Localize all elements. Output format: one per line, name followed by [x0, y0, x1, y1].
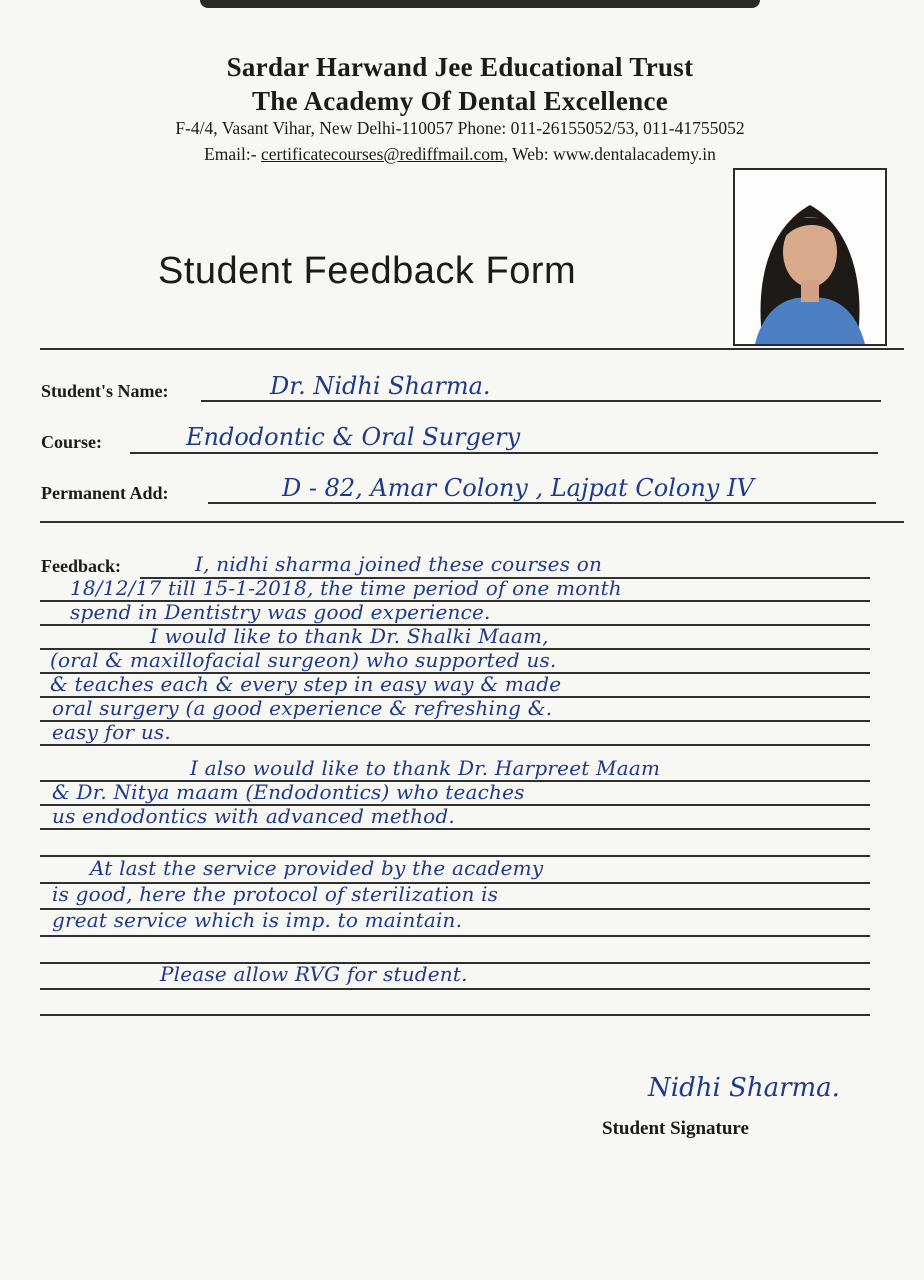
student-name-label: Student's Name: [41, 381, 169, 401]
feedback-line: us endodontics with advanced method. [52, 804, 455, 828]
address-underline [208, 502, 876, 504]
feedback-label: Feedback: [41, 556, 121, 576]
name-underline [201, 400, 881, 402]
feedback-line: Please allow RVG for student. [160, 962, 468, 986]
feedback-line: great service which is imp. to maintain. [52, 908, 463, 932]
address-line: F-4/4, Vasant Vihar, New Delhi-110057 Phone: 011-26155052/53, 011-41755052 [175, 118, 745, 138]
trust-name: Sardar Harwand Jee Educational Trust [226, 52, 694, 82]
feedback-line: & teaches each & every step in easy way & made [50, 672, 562, 696]
photo-portrait-icon [735, 170, 885, 344]
feedback-line: & Dr. Nitya maam (Endodontics) who teaches [52, 780, 525, 804]
feedback-rule [40, 1014, 870, 1016]
feedback-line: easy for us. [52, 720, 171, 744]
feedback-rule [40, 744, 870, 746]
divider-mid [40, 521, 904, 523]
feedback-rule [40, 988, 870, 990]
student-signature-label: Student Signature [602, 1118, 749, 1139]
form-title: Student Feedback Form [158, 250, 577, 292]
permanent-address-label: Permanent Add: [41, 483, 169, 503]
email-link[interactable]: certificatecourses@rediffmail.com [260, 144, 504, 164]
contact-line [60, 144, 860, 165]
feedback-line: I also would like to thank Dr. Harpreet Maam [190, 756, 661, 780]
divider-top [40, 348, 904, 350]
feedback-line: I, nidhi sharma joined these courses on [195, 552, 603, 576]
feedback-rule [40, 935, 870, 937]
student-photo [733, 168, 887, 346]
web-text: , Web: www.dentalacademy.in [503, 144, 716, 164]
student-signature: Nidhi Sharma. [648, 1073, 840, 1103]
feedback-rule [40, 828, 870, 830]
feedback-line: I would like to thank Dr. Shalki Maam, [150, 624, 549, 648]
feedback-line: (oral & maxillofacial surgeon) who supported us. [50, 648, 557, 672]
scan-top-edge [200, 0, 760, 8]
academy-name: The Academy Of Dental Excellence [251, 86, 669, 116]
feedback-line: is good, here the protocol of sterilization is [52, 882, 499, 906]
email-label: Email:- [204, 144, 261, 164]
course-value: Endodontic & Oral Surgery [186, 423, 521, 451]
course-underline [130, 452, 878, 454]
feedback-line: spend in Dentistry was good experience. [70, 600, 491, 624]
feedback-line: oral surgery (a good experience & refreshing &. [52, 696, 553, 720]
feedback-line: At last the service provided by the academy [90, 856, 544, 880]
course-label: Course: [41, 432, 102, 452]
feedback-line: 18/12/17 till 15-1-2018, the time period of one month [70, 576, 622, 600]
permanent-address-value: D - 82, Amar Colony , Lajpat Colony IV [282, 474, 754, 502]
student-name-value: Dr. Nidhi Sharma. [270, 372, 491, 400]
